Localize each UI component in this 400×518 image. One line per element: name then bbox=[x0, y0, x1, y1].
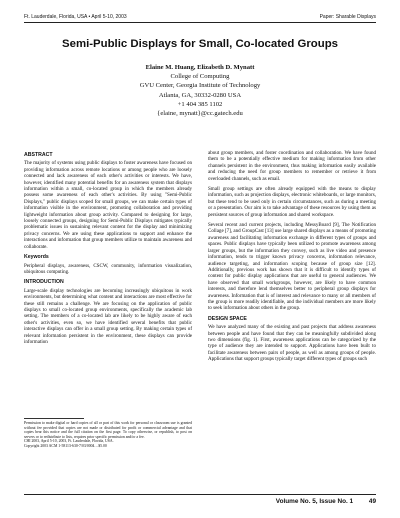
footer-rule bbox=[24, 494, 376, 495]
design-space-heading: DESIGN SPACE bbox=[208, 315, 247, 322]
introduction-heading: INTRODUCTION bbox=[24, 279, 64, 286]
abstract-heading: ABSTRACT bbox=[24, 152, 53, 158]
footnote-rule bbox=[24, 418, 84, 419]
affiliation-line: College of Computing bbox=[170, 73, 230, 81]
author-names: Elaine M. Huang, Elizabeth D. Mynatt bbox=[145, 64, 255, 71]
volume-issue: Volume No. 5, Issue No. 1 bbox=[275, 498, 354, 505]
page-number: 49 bbox=[368, 498, 376, 505]
conference-line: CHI 2003, April 5-10, 2003, Ft. Lauderdale, Florida, USA. bbox=[24, 439, 114, 444]
introduction-text: Large-scale display technologies are becoming increasingly ubiquitous in work environments, but determining what content and interactions are most effective for these still remains a challenge. We are focusing on the application of public displays to small co-located group environments, specifically the academic lab setting. The members of a co-located lab are likely to be highly aware of each other's activities, even so, we have identified several benefits that public interactive displays can offer in a small group setting. By making certain types of relevant information persistent in the environment, these displays can provide information bbox=[24, 287, 192, 345]
design-space-text: We have analyzed many of the existing and past projects that address awareness between people and have found that they can be meaningfully subdivided along two dimensions (fig. 1). First, awareness applications can be categorized by the type of audience they are intended to support. Applications have been built to facilitate awareness between pairs of people, as well as among groups of people. Applications that support groups typically target different types of groups such bbox=[208, 324, 376, 363]
running-head-left: Ft. Lauderdale, Florida, USA • April 5-10, 2003 bbox=[24, 14, 127, 20]
abstract-text: The majority of systems using public displays to foster awareness have focused on providing information across remote locations or among people who are loosely connected and lack awareness of each other's activities or interests. We have, however, identified many potential benefits for an awareness system that displays information within a small, co-located group in which the members already possess some awareness of each other's activities. By using "Semi-Public Displays," public displays scoped for small groups, we can make certain types of information visible in the environment, promoting collaboration and providing lightweight information about group activity. Compared to designing for large, loosely connected groups, designing for Semi-Public Displays mitigates typically problematic issues in sustaining relevant content for the display and minimizing privacy concerns. We are using these applications to support and enhance the interactions and information that group members utilize to maintain awareness and collaborate. bbox=[24, 160, 192, 250]
running-head-right: Paper: Sharable Displays bbox=[319, 14, 376, 20]
body-paragraph: Small group settings are often already equipped with the means to display information, such as projection displays, electronic whiteboards, or large monitors, but these tend to be used only in certain circumstances, such as during a meeting or a presentation. Our aim is to take advantage of these resources by using them as persistent sources of group information and shared workspace. bbox=[208, 186, 376, 218]
left-column bbox=[24, 150, 192, 349]
paper-title: Semi-Public Displays for Small, Co-located Groups bbox=[62, 38, 338, 50]
keywords-text: Peripheral displays, awareness, CSCW, community, information visualization, ubiquitous computing. bbox=[24, 262, 192, 275]
copyright-line: Copyright 2003 ACM 1-58113-630-7/03/0004…$5.00 bbox=[24, 443, 107, 448]
address-line: Atlanta, GA, 30332-0280 USA bbox=[158, 91, 242, 99]
email-line: {elaine, mynatt}@cc.gatech.edu bbox=[157, 110, 243, 118]
page-footer bbox=[276, 498, 376, 505]
right-column bbox=[208, 150, 376, 367]
affiliation-line: GVU Center, Georgia Institute of Technology bbox=[139, 82, 261, 90]
author-block bbox=[0, 63, 400, 118]
permission-text: Permission to make digital or hard copies of all or part of this work for personal or classroom use is granted without fee provided that copies are not made or distributed for profit or commercial advantage and that copies bear this notice and the full citation on the first page. To copy otherwise, or republish, to post on servers or to redistribute to lists, requires prior specific permission and/or a fee. bbox=[24, 421, 192, 439]
keywords-heading: Keywords bbox=[24, 254, 49, 261]
body-paragraph: about group members, and foster coordination and collaboration. We have found them to be a potentially effective medium for making information from other channels persistent in the environment, thus making information easily available and reducing the need for group members to remember or retrieve it from overloaded channels, such as email. bbox=[208, 150, 376, 182]
permission-footnote bbox=[24, 421, 192, 449]
phone-line: +1 404 385 1102 bbox=[177, 100, 223, 108]
header-rule bbox=[24, 22, 376, 23]
body-paragraph: Several recent and current projects, including MessyBoard [9], The Notification Collage [7], and GroupCast [13] use large shared displays as a means of promoting awareness and facilitating information exchange in different types of groups and spaces. Public displays have typically been utilized to promote awareness among larger groups, but the information they convey, such as live video and presence information, tends to trigger known privacy concerns, information relevance, audience targeting, and information scoping because of group size [12]. Additionally, previous work has shown that it is difficult to identify types of content for public display applications that are useful to general audiences. We have observed that small workgroups, however, are likely to have common interests, and therefore lend themselves better to peripheral group displays for awareness. Information that is of interest and relevance to many or all members of the group is more readily identifiable, and the individual members are more likely to seek information about others in the group. bbox=[208, 222, 376, 312]
running-head bbox=[24, 14, 376, 20]
